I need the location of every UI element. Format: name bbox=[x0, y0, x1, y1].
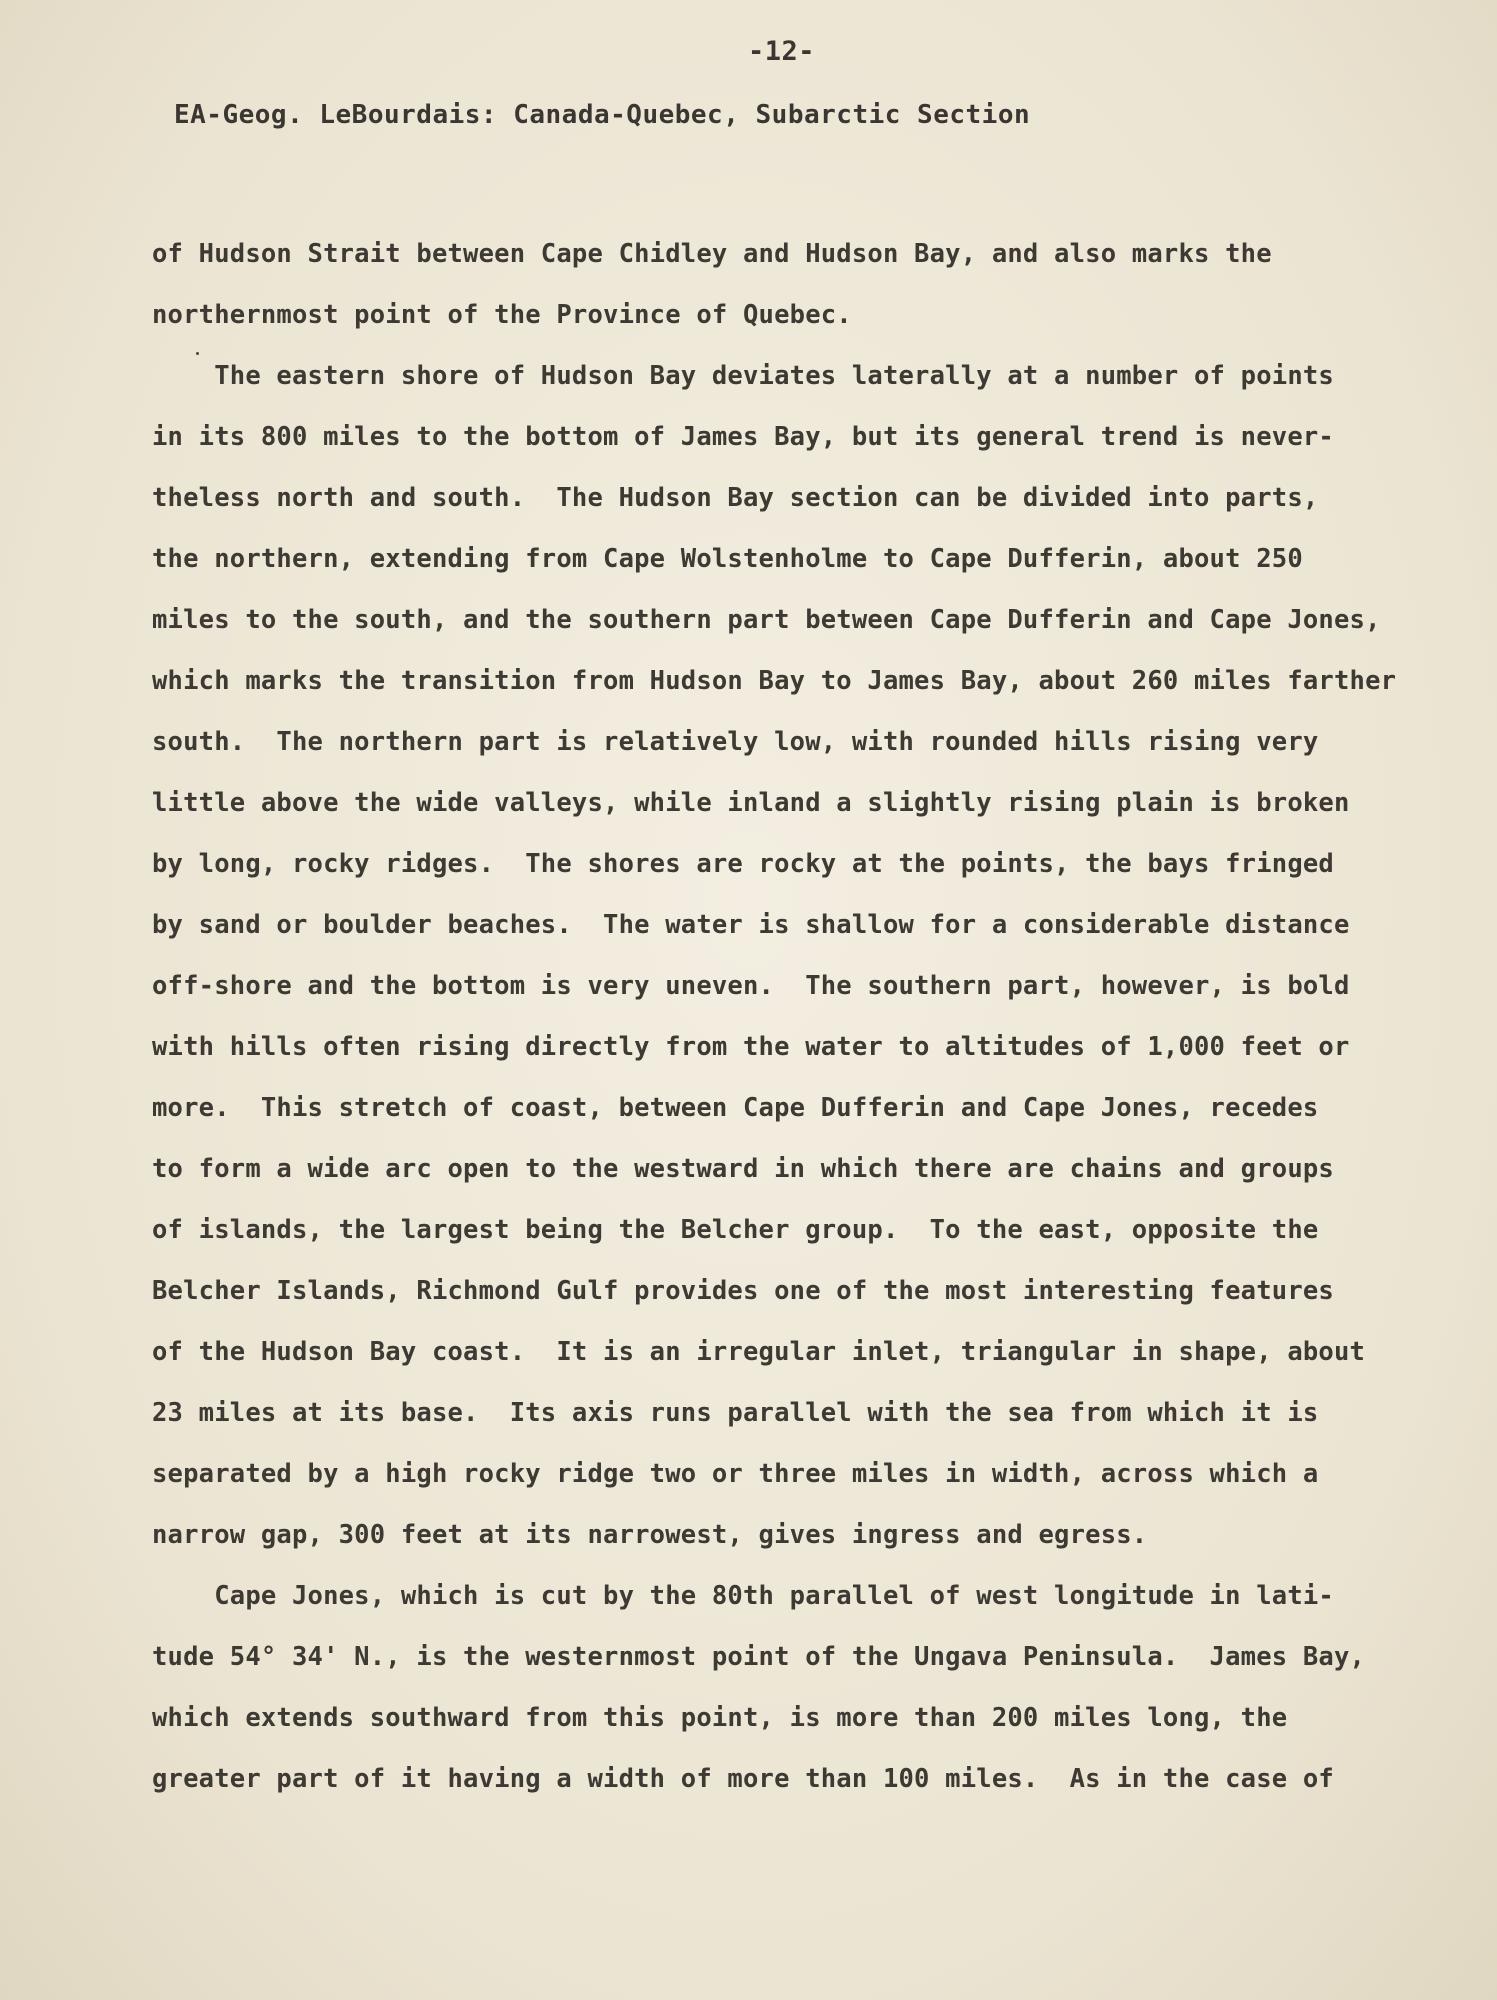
text-line: to form a wide arc open to the westward in which there are chains and groups bbox=[152, 1154, 1334, 1184]
text-line: which extends southward from this point, is more than 200 miles long, the bbox=[152, 1703, 1288, 1733]
text-line: by long, rocky ridges. The shores are rocky at the points, the bays fringed bbox=[152, 849, 1334, 879]
text-line: northernmost point of the Province of Quebec. bbox=[152, 300, 852, 330]
text-line: little above the wide valleys, while inland a slightly rising plain is broken bbox=[152, 788, 1350, 818]
text-line: south. The northern part is relatively low, with rounded hills rising very bbox=[152, 727, 1319, 757]
text-line: which marks the transition from Hudson Bay to James Bay, about 260 miles farther bbox=[152, 666, 1397, 696]
text-line: Cape Jones, which is cut by the 80th parallel of west longitude in lati- bbox=[152, 1581, 1334, 1611]
text-line: tude 54° 34' N., is the westernmost point of the Ungava Peninsula. James Bay, bbox=[152, 1642, 1366, 1672]
text-line: separated by a high rocky ridge two or three miles in width, across which a bbox=[152, 1459, 1319, 1489]
text-line: 23 miles at its base. Its axis runs parallel with the sea from which it is bbox=[152, 1398, 1319, 1428]
text-line: Belcher Islands, Richmond Gulf provides one of the most interesting features bbox=[152, 1276, 1334, 1306]
text-line: narrow gap, 300 feet at its narrowest, gives ingress and egress. bbox=[152, 1520, 1148, 1550]
text-line: off-shore and the bottom is very uneven. The southern part, however, is bold bbox=[152, 971, 1350, 1001]
text-line: theless north and south. The Hudson Bay section can be divided into parts, bbox=[152, 483, 1319, 513]
page-number: -12- bbox=[748, 36, 816, 67]
text-line: more. This stretch of coast, between Cape Dufferin and Cape Jones, recedes bbox=[152, 1093, 1319, 1123]
text-line: The eastern shore of Hudson Bay deviates laterally at a number of points bbox=[152, 361, 1334, 391]
text-line: of islands, the largest being the Belcher group. To the east, opposite the bbox=[152, 1215, 1319, 1245]
text-line: miles to the south, and the southern part between Cape Dufferin and Cape Jones, bbox=[152, 605, 1381, 635]
body-text bbox=[152, 224, 1412, 1810]
text-line: with hills often rising directly from the water to altitudes of 1,000 feet or bbox=[152, 1032, 1350, 1062]
text-line: in its 800 miles to the bottom of James Bay, but its general trend is never- bbox=[152, 422, 1334, 452]
text-line: the northern, extending from Cape Wolstenholme to Cape Dufferin, about 250 bbox=[152, 544, 1303, 574]
text-line: of Hudson Strait between Cape Chidley and Hudson Bay, and also marks the bbox=[152, 239, 1272, 269]
text-line: greater part of it having a width of more than 100 miles. As in the case of bbox=[152, 1764, 1334, 1794]
text-line: of the Hudson Bay coast. It is an irregular inlet, triangular in shape, about bbox=[152, 1337, 1366, 1367]
text-line: by sand or boulder beaches. The water is shallow for a considerable distance bbox=[152, 910, 1350, 940]
running-head: EA-Geog. LeBourdais: Canada-Quebec, Subarctic Section bbox=[174, 100, 1031, 130]
